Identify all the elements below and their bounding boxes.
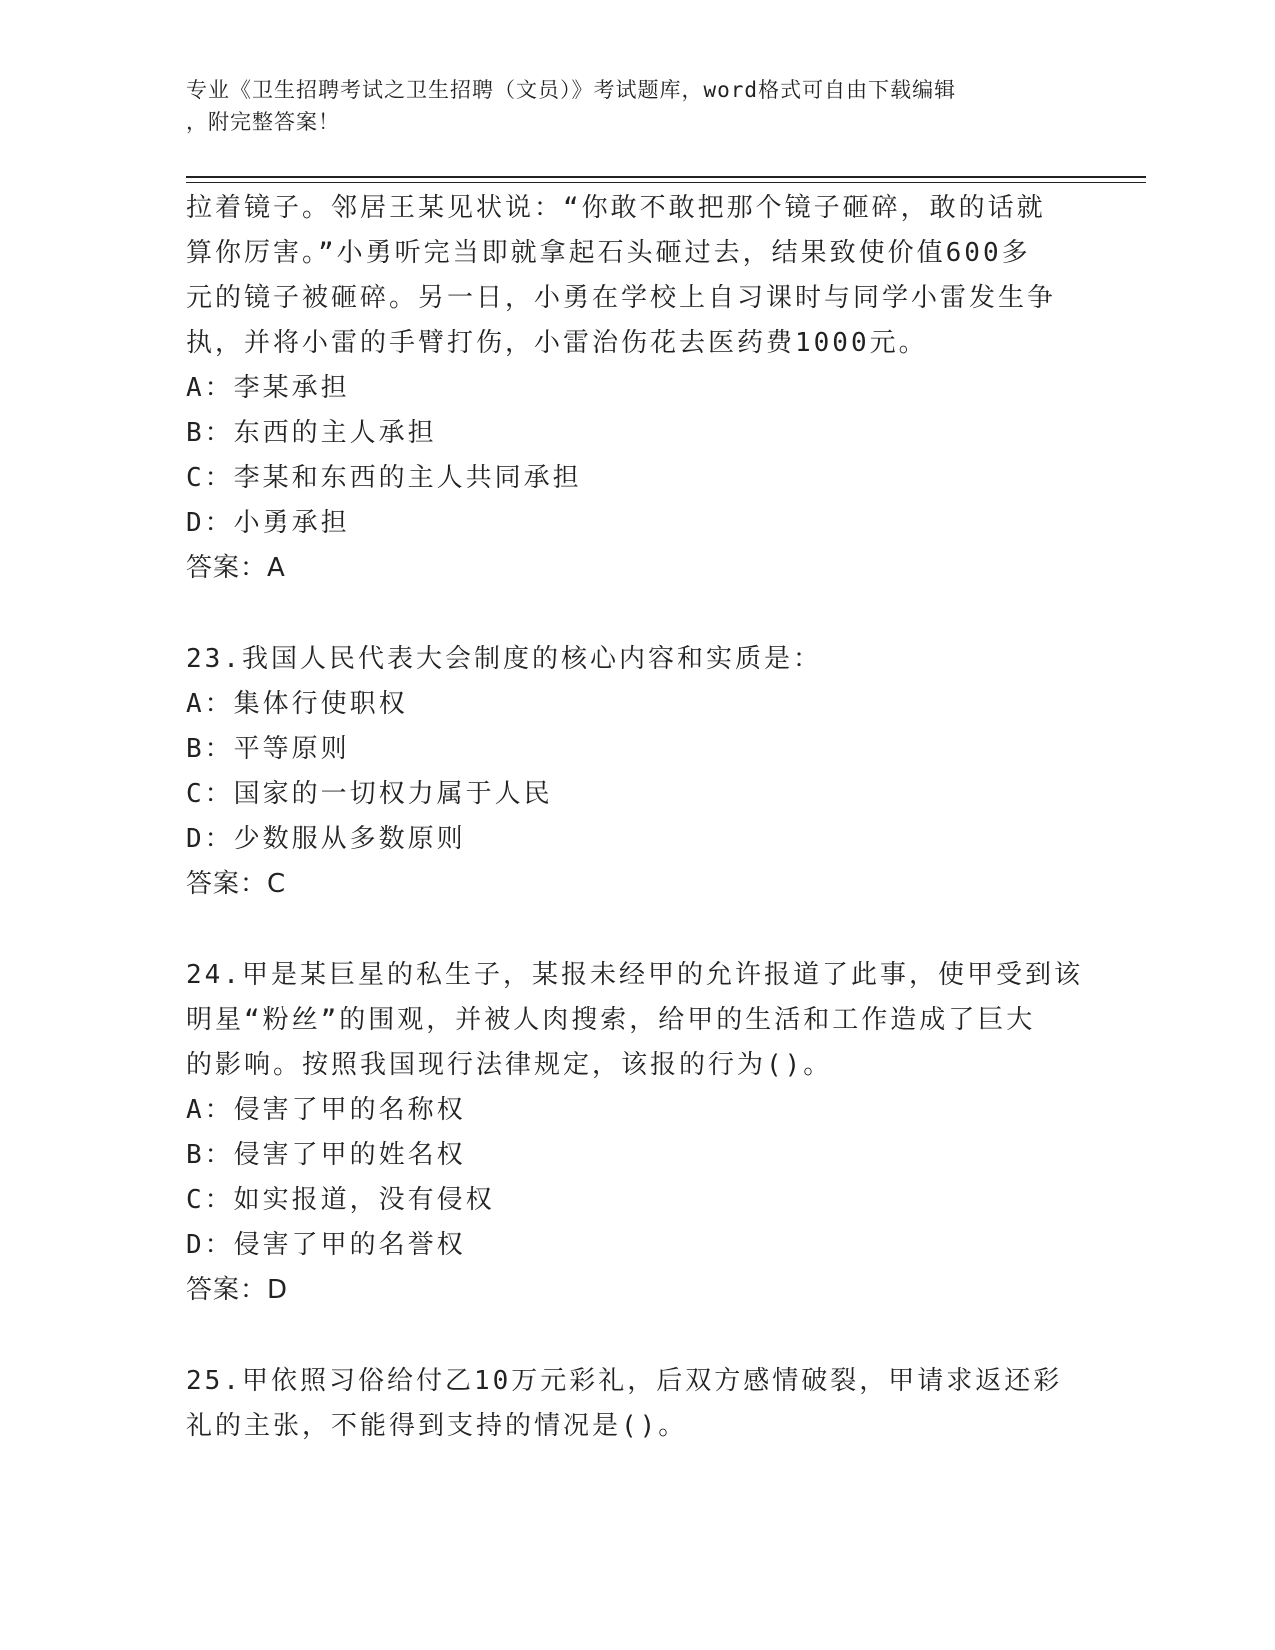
question-content bbox=[186, 186, 1083, 1449]
answer-line: 答案：C bbox=[186, 869, 287, 899]
question-25 bbox=[186, 1359, 1076, 1449]
option-a: A：侵害了甲的名称权 bbox=[186, 1095, 466, 1125]
option-b: B：东西的主人承担 bbox=[186, 418, 437, 448]
option-c: C：如实报道，没有侵权 bbox=[186, 1185, 495, 1215]
question-stem-line: 24.甲是某巨星的私生子，某报未经甲的允许报道了此事，使甲受到该 bbox=[186, 960, 1083, 990]
question-stem-line: 的影响。按照我国现行法律规定，该报的行为()。 bbox=[186, 1050, 833, 1080]
option-d: D：侵害了甲的名誉权 bbox=[186, 1230, 466, 1260]
question-stem-line: 明星“粉丝”的围观，并被人肉搜索，给甲的生活和工作造成了巨大 bbox=[186, 1005, 1036, 1035]
question-24 bbox=[186, 953, 1083, 1313]
option-c: C：李某和东西的主人共同承担 bbox=[186, 463, 582, 493]
question-stem-line: 25.甲依照习俗给付乙10万元彩礼，后双方感情破裂，甲请求返还彩 bbox=[186, 1366, 1063, 1396]
question-stem-line: 礼的主张，不能得到支持的情况是()。 bbox=[186, 1411, 688, 1441]
spacer bbox=[186, 907, 1076, 953]
document-header bbox=[186, 74, 1086, 138]
question-stem-line: 执，并将小雷的手臂打伤，小雷治伤花去医药费1000元。 bbox=[186, 328, 928, 358]
question-23 bbox=[186, 637, 1076, 907]
option-b: B：平等原则 bbox=[186, 734, 350, 764]
option-d: D：少数服从多数原则 bbox=[186, 824, 466, 854]
header-divider-thin bbox=[186, 182, 1146, 183]
header-divider-thick bbox=[186, 176, 1146, 178]
header-line-1: 专业《卫生招聘考试之卫生招聘（文员）》考试题库，word格式可自由下载编辑 bbox=[186, 78, 957, 102]
option-d: D：小勇承担 bbox=[186, 508, 350, 538]
answer-line: 答案：A bbox=[186, 553, 286, 583]
question-stem-line: 拉着镜子。邻居王某见状说：“你敢不敢把那个镜子砸碎，敢的话就 bbox=[186, 193, 1046, 223]
option-a: A：集体行使职权 bbox=[186, 689, 408, 719]
question-22 bbox=[186, 186, 1076, 591]
spacer bbox=[186, 1313, 1076, 1359]
option-b: B：侵害了甲的姓名权 bbox=[186, 1140, 466, 1170]
header-line-2: ，附完整答案！ bbox=[186, 110, 340, 134]
answer-line: 答案：D bbox=[186, 1275, 289, 1305]
spacer bbox=[186, 591, 1076, 637]
question-stem-line: 算你厉害。”小勇听完当即就拿起石头砸过去，结果致使价值600多 bbox=[186, 238, 1031, 268]
option-c: C：国家的一切权力属于人民 bbox=[186, 779, 553, 809]
question-stem-line: 23.我国人民代表大会制度的核心内容和实质是： bbox=[186, 644, 822, 674]
question-stem-line: 元的镜子被砸碎。另一日，小勇在学校上自习课时与同学小雷发生争 bbox=[186, 283, 1057, 313]
option-a: A：李某承担 bbox=[186, 373, 350, 403]
